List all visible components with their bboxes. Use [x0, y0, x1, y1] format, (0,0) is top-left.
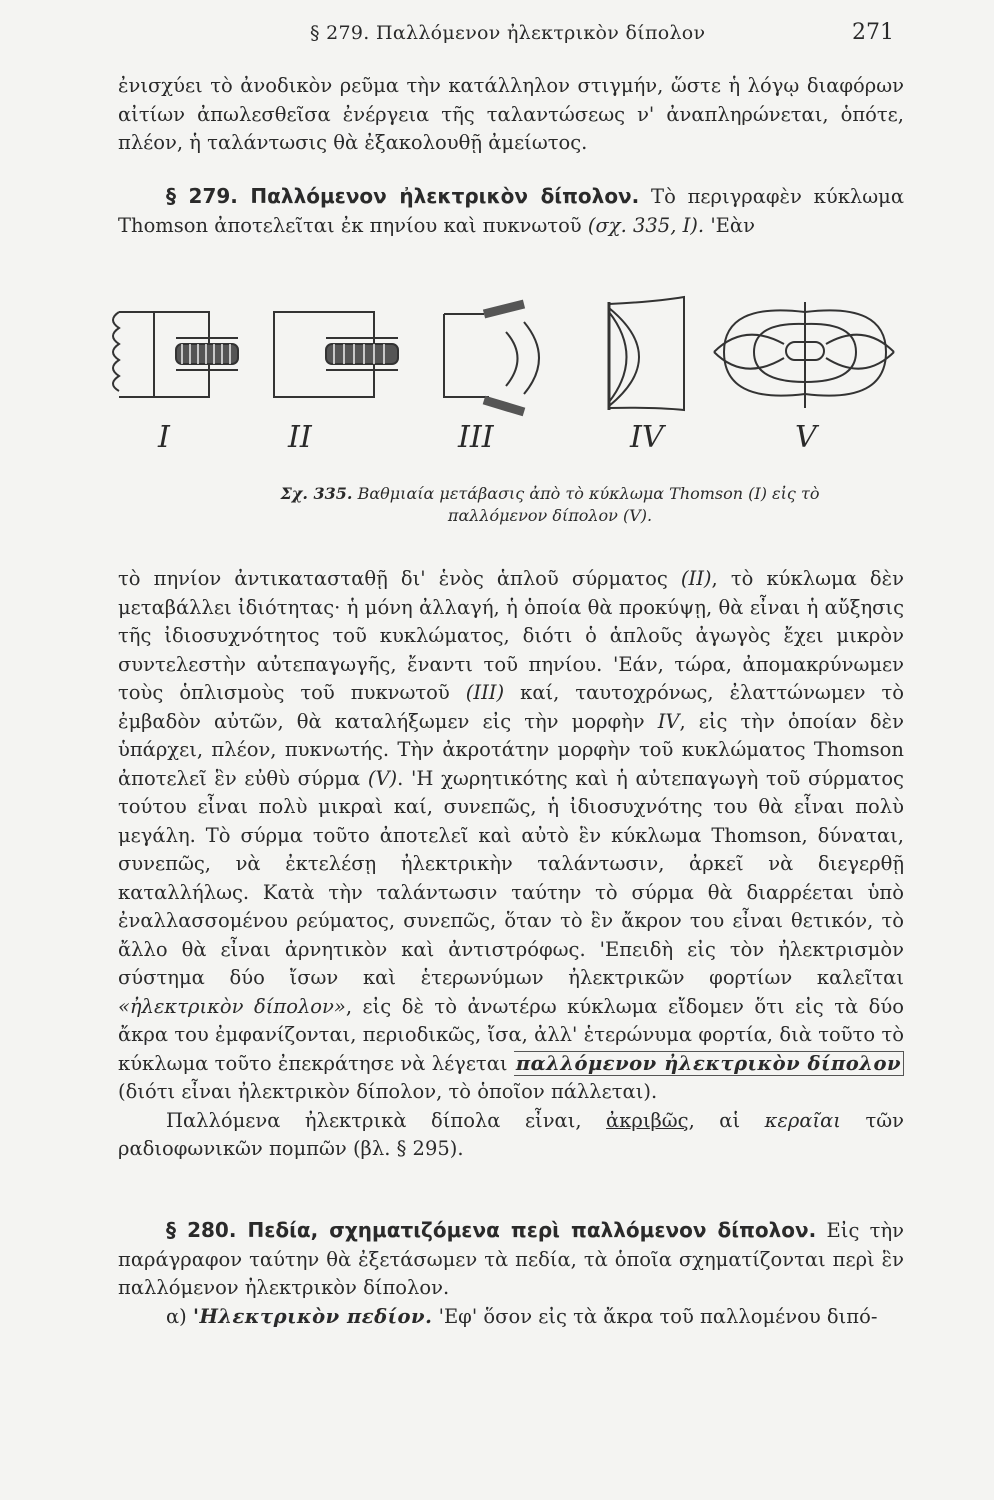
figure-ref: IV: [657, 709, 680, 733]
figure-caption-number: Σχ. 335.: [280, 484, 353, 503]
circuit-iii-drawing: [444, 304, 539, 412]
figure-label-iv: IV: [630, 420, 664, 455]
body-text: Παλλόμενα ἠλεκτρικὰ δίπολα εἶναι,: [166, 1108, 607, 1132]
body-text: . 'Η χωρητικότης καὶ ἡ αὐτεπαγωγὴ τοῦ σύρματος τούτου εἶναι πολὺ μικραὶ καί, συνεπῶς, ἡ ἰδιοσυχνότης του θὰ εἶναι πολὺ μεγάλη. Τὸ σύρμα τοῦτο ἀποτελεῖ καὶ αὐτὸ ἓν κύκλωμα Thomson, δύναται, συνεπῶς, νὰ ἐκτελέσῃ ἠλεκτρικὴν ταλάντωσιν, ἀρκεῖ νὰ διεγερθῇ καταλλήλως. Κατὰ τὴν ταλάντωσιν ταύτην τὸ σύρμα θὰ διαρρέεται ὑπὸ ἐναλλασσομένου ρεύματος, συνεπῶς, ὅταν τὸ ἓν ἄκρον του εἶναι θετικόν, τὸ ἄλλο θὰ εἶναι ἀρνητικὸν καὶ ἀντιστρόφως. 'Επειδὴ εἰς τὸν ἠλεκτρισμὸν σύστημα δύο ἴσων καὶ ἑτερωνύμων ἠλεκτρικῶν φορτίων καλεῖται: [118, 766, 904, 989]
section-280-heading: § 280. Πεδία, σχηματιζόμενα περὶ παλλόμενον δίπολον.: [166, 1218, 817, 1242]
underlined-word: ἀκριβῶς: [606, 1108, 689, 1132]
figure-caption: [230, 483, 870, 527]
section-279-body: [118, 565, 904, 1164]
circuit-iv-drawing: [609, 297, 684, 410]
section-279-paragraph: [118, 182, 904, 240]
body-text: , εἰς δὲ τὸ ἀνωτέρω κύκλωμα εἴδομεν ὅτι εἰς τὰ δύο ἄκρα του ἐμφανίζονται, περιοδικῶς, ἴσα, ἀλλ' ἑτερώνυμα φορτία, διὰ τοῦτο τὸ κύκλωμα τοῦτο ἐπεκράτησε νὰ λέγεται: [118, 994, 904, 1075]
section-279-heading: § 279. Παλλόμενον ἠλεκτρικὸν δίπολον.: [166, 184, 640, 208]
section-280-item-a: [118, 1303, 904, 1332]
figure-335: [104, 282, 904, 472]
dipole-v-drawing: [714, 302, 894, 408]
figure-ref: (σχ. 335, I).: [587, 213, 705, 237]
intro-paragraph: [118, 72, 904, 158]
figure-ref: (V): [367, 766, 398, 790]
circuit-i-drawing: [113, 312, 238, 397]
circuit-ii-drawing: [274, 312, 398, 397]
body-text: (διότι εἶναι ἠλεκτρικὸν δίπολον, τὸ ὁποῖον πάλλεται).: [118, 1080, 658, 1103]
section-279-text-b: 'Εὰν: [704, 213, 755, 237]
figure-label-ii: II: [288, 420, 312, 455]
body-text: , τὸ κύκλωμα δὲν μεταβάλλει ἰδιότητας· ἡ μόνη ἀλλαγή, ἡ ὁποία θὰ προκύψῃ, θὰ εἶναι ἡ αὔξησις τῆς ἰδιοσυχνότητος τοῦ κυκλώματος, διότι ὁ ἁπλοῦς ἀγωγὸς ἔχει μικρὸν συντελεστὴν αὐτεπαγωγῆς, ἔναντι τοῦ πηνίου. 'Εάν, τώρα, ἀπομακρύνωμεν τοὺς ὁπλισμοὺς τοῦ πυκνωτοῦ: [118, 567, 904, 704]
figure-label-i: I: [158, 420, 170, 455]
section-279-opening: [118, 182, 904, 240]
item-label: 'Ηλεκτρικὸν πεδίον.: [192, 1304, 433, 1328]
figure-label-iii: III: [458, 420, 494, 455]
figure-ref: (III): [465, 681, 505, 704]
figure-caption-text: Βαθμιαία μετάβασις ἀπὸ τὸ κύκλωμα Thomson (I) εἰς τὸ παλλόμενον δίπολον (V).: [357, 484, 820, 525]
term-dipole: «ἠλεκτρικὸν δίπολον»: [118, 994, 346, 1018]
section-279-body-paragraph-2: [118, 1107, 904, 1164]
body-text: , εἰς τὴν ὁποίαν δὲν ὑπάρχει, πλέον, πυκνωτής. Τὴν ἀκροτάτην μορφὴν τοῦ κυκλώματος Thomson ἀποτελεῖ ἓν εὐθὺ σύρμα: [118, 709, 904, 790]
section-280-paragraph: [118, 1216, 904, 1303]
figure-ref: (II): [680, 567, 712, 590]
section-279-body-paragraph-1: [118, 565, 904, 1107]
section-280: [118, 1216, 904, 1331]
section-280-text: Εἰς τὴν παράγραφον ταύτην θὰ ἐξετάσωμεν τὰ πεδία, τὰ ὁποῖα σχηματίζονται περὶ ἓν παλλόμενον ἠλεκτρικὸν δίπολον.: [118, 1219, 904, 1299]
term-antennas: κεραῖαι: [764, 1108, 841, 1132]
body-text: τὸ πηνίον ἀντικατασταθῇ δι' ἑνὸς ἁπλοῦ σύρματος: [118, 567, 681, 590]
page-number: 271: [852, 20, 894, 45]
item-text: 'Εφ' ὅσον εἰς τὰ ἄκρα τοῦ παλλομένου διπό-: [432, 1304, 878, 1328]
term-oscillating-dipole: παλλόμενον ἠλεκτρικὸν δίπολον: [514, 1051, 904, 1076]
section-279-text-a: Τὸ περιγραφὲν κύκλωμα Thomson ἀποτελεῖται ἐκ πηνίου καὶ πυκνωτοῦ: [118, 185, 904, 237]
body-text: , αἱ: [688, 1108, 765, 1132]
body-text: τῶν ραδιοφωνικῶν πομπῶν (βλ. § 295).: [118, 1108, 904, 1160]
figure-335-drawing: [104, 282, 904, 432]
intro-text: ἐνισχύει τὸ ἀνοδικὸν ρεῦμα τὴν κατάλληλον στιγμήν, ὥστε ἡ λόγῳ διαφόρων αἰτίων ἀπωλεσθεῖσα ἐνέργεια τῆς ταλαντώσεως ν' ἀναπληρώνεται, ὁπότε, πλέον, ἡ ταλάντωσις θὰ ἐξακολουθῇ ἀμείωτος.: [118, 74, 904, 154]
figure-label-v: V: [795, 420, 817, 455]
body-text: καί, ταυτοχρόνως, ἐλαττώνωμεν τὸ ἐμβαδὸν αὐτῶν, θὰ καταλήξωμεν εἰς τὴν μορφὴν: [118, 681, 904, 733]
item-prefix: α): [166, 1304, 193, 1328]
running-head: § 279. Παλλόμενον ἠλεκτρικὸν δίπολον: [310, 22, 706, 44]
